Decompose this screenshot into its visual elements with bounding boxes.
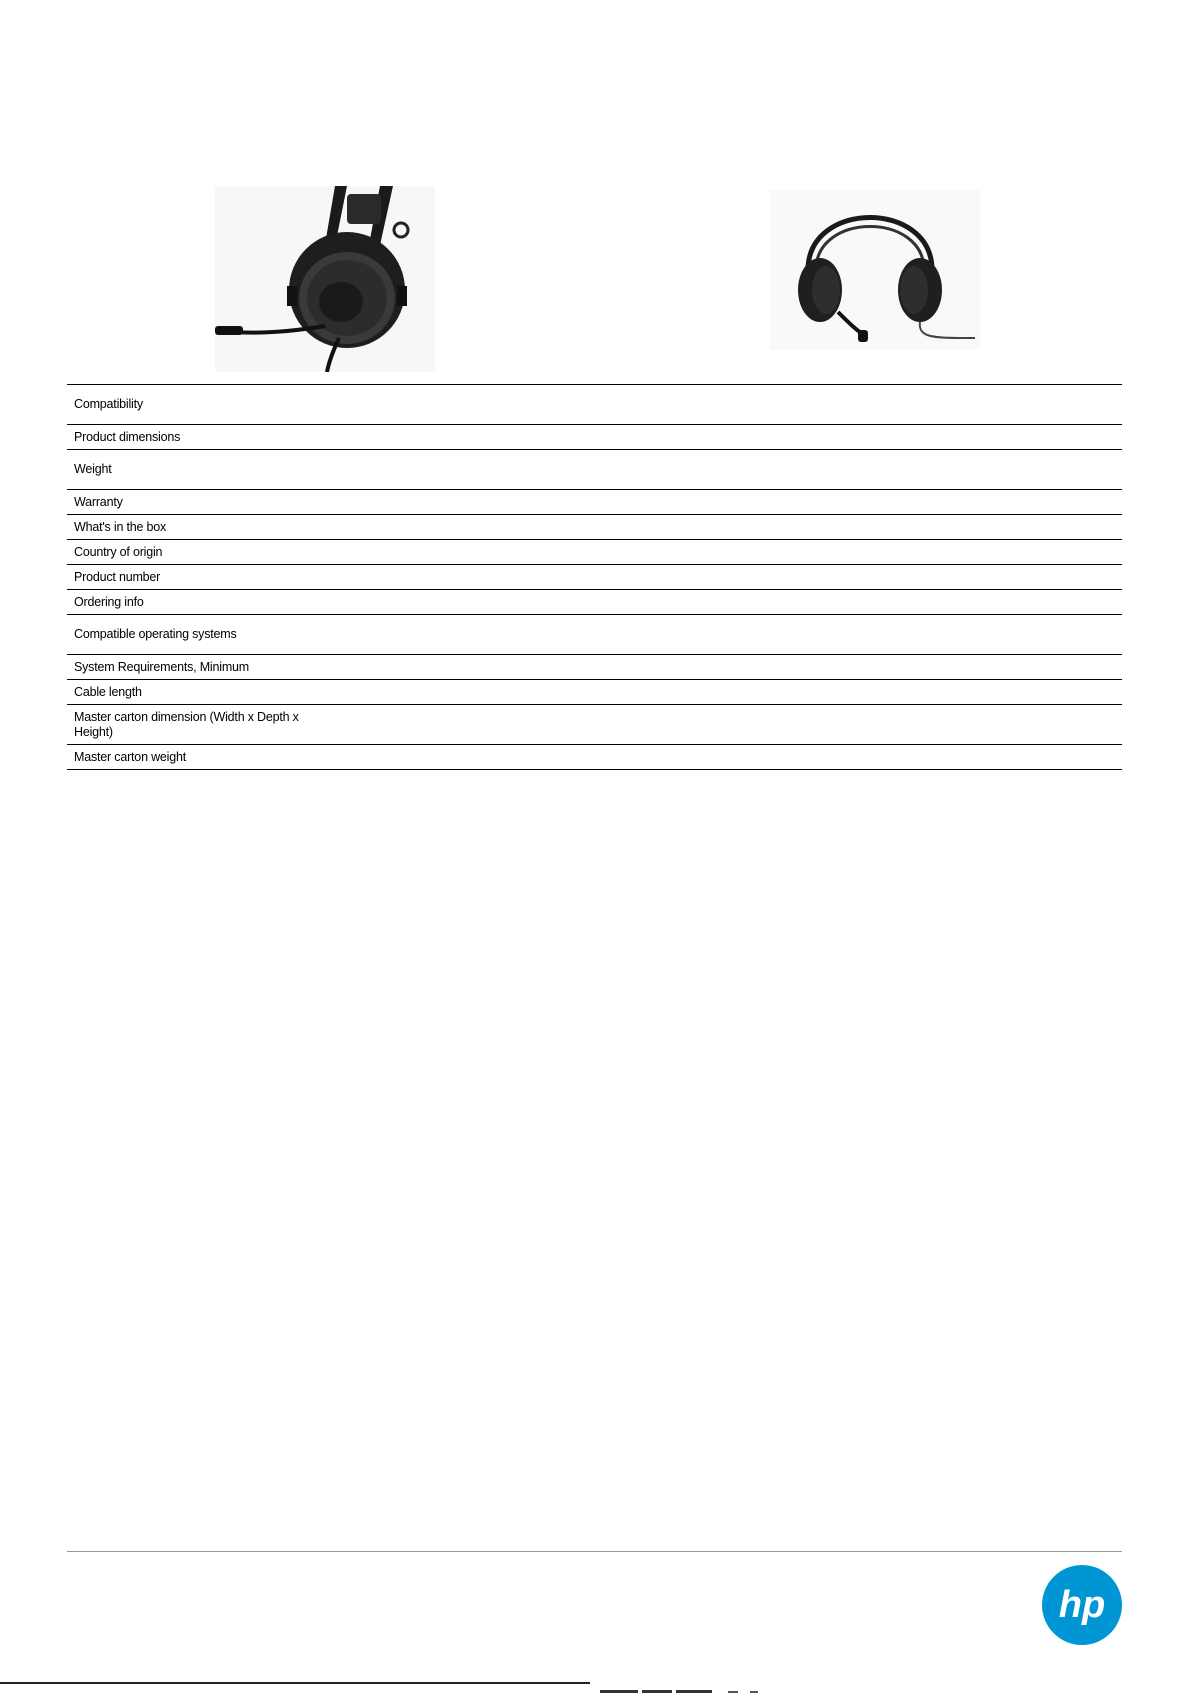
headset-front-image [770, 190, 980, 350]
spec-row-master-carton-dimension [67, 705, 1122, 745]
spec-value [314, 515, 1122, 540]
hp-logo-text: hp [1058, 1584, 1106, 1626]
spec-value [314, 385, 1122, 425]
spec-value [314, 450, 1122, 490]
spec-label: Master carton dimension (Width x Depth x Height) [74, 709, 299, 739]
spec-row-whats-in-the-box [67, 515, 1122, 540]
spec-label: Product number [74, 569, 161, 584]
spec-row-system-requirements [67, 655, 1122, 680]
spec-row-warranty [67, 490, 1122, 515]
spec-row-ordering-info [67, 590, 1122, 615]
spec-value [314, 565, 1122, 590]
spec-value [314, 615, 1122, 655]
spec-row-product-dimensions [67, 425, 1122, 450]
spec-value [314, 490, 1122, 515]
spec-value [314, 705, 1122, 745]
spec-value [314, 540, 1122, 565]
headset-side-image [215, 186, 435, 372]
spec-row-product-number [67, 565, 1122, 590]
spec-row-country-of-origin [67, 540, 1122, 565]
specifications-table [67, 384, 1122, 770]
spec-value [314, 590, 1122, 615]
spec-label: Country of origin [74, 544, 163, 559]
footer-divider [67, 1551, 1122, 1552]
spec-label: Compatibility [74, 397, 143, 411]
spec-row-compatible-operating-systems [67, 615, 1122, 655]
spec-label: Cable length [74, 684, 142, 699]
spec-value [314, 745, 1122, 770]
hp-logo [1042, 1565, 1122, 1645]
spec-row-compatibility [67, 385, 1122, 425]
spec-label: Warranty [74, 494, 123, 509]
spec-label: Master carton weight [74, 749, 187, 764]
spec-label: Compatible operating systems [74, 627, 237, 641]
spec-row-master-carton-weight [67, 745, 1122, 770]
bottom-edge-rule [0, 1682, 590, 1684]
spec-label: System Requirements, Minimum [74, 659, 250, 674]
spec-value [314, 680, 1122, 705]
spec-row-weight [67, 450, 1122, 490]
spec-value [314, 425, 1122, 450]
spec-row-cable-length [67, 680, 1122, 705]
spec-value [314, 655, 1122, 680]
bottom-edge-marks [600, 1681, 770, 1685]
spec-label: Weight [74, 462, 112, 476]
spec-label: Ordering info [74, 594, 144, 609]
spec-label: Product dimensions [74, 429, 181, 444]
spec-label: What's in the box [74, 519, 167, 534]
